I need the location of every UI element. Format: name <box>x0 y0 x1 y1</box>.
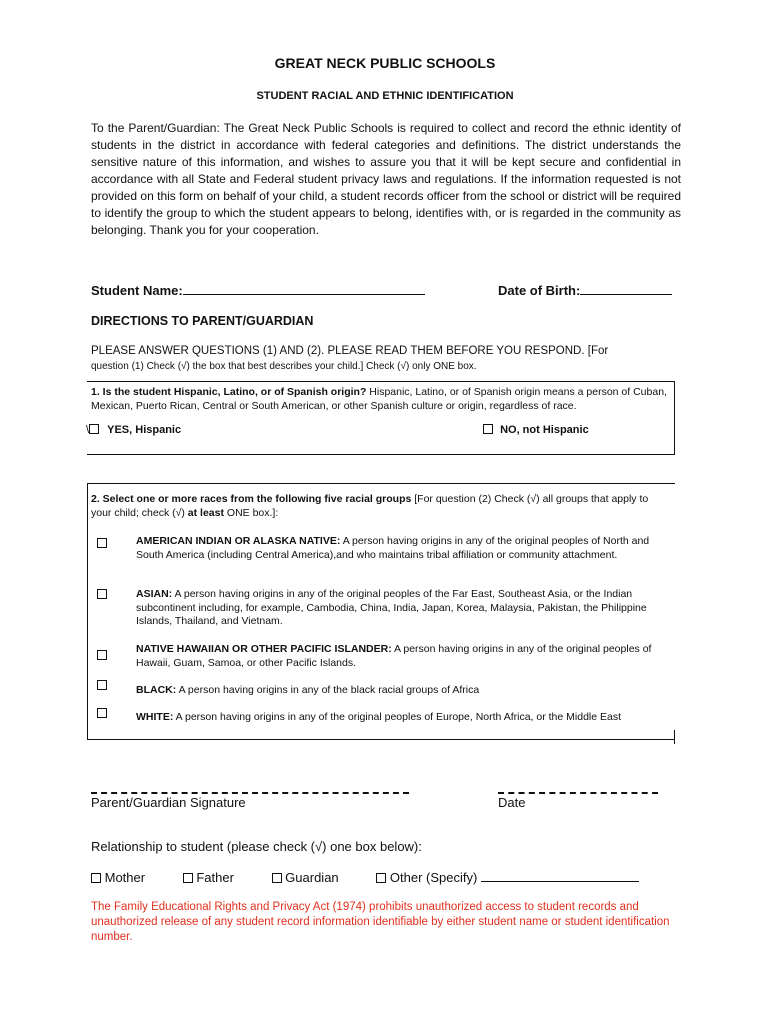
race-description: A person having origins in any of the original peoples of Hawaii, Guam, Samoa, or other Pacific Islands. <box>136 643 652 669</box>
mother-checkbox[interactable] <box>91 873 101 883</box>
guardian-label: Guardian <box>285 870 339 885</box>
race-description: A person having origins in any of the original peoples of the Far East, Southeast Asia, or the Indian subcontinent including, for example, Cambodia, China, India, Japan, Korea, Malaysia, Pakistan, the Philippine Islands, Thailand, and Vietnam. <box>136 588 647 627</box>
race-description: A person having origins in any of the original peoples of North and South America (including Central America),and who maintains tribal affiliation or community attachment. <box>136 535 650 561</box>
relationship-prompt: Relationship to student (please check (√) one box below): <box>91 839 422 854</box>
relationship-option-other <box>376 870 639 885</box>
race-name: ASIAN: <box>136 588 173 600</box>
question-1-description: Hispanic, Latino, or of Spanish origin means a person of Cuban, Mexican, Puerto Rican, Central or South American, or other Spanish culture or origin, regardless of race. <box>91 386 667 412</box>
white-checkbox[interactable] <box>97 708 107 718</box>
question-2-title: 2. Select one or more races from the following five racial groups <box>91 493 412 505</box>
dob-field[interactable] <box>580 283 672 295</box>
race-name: NATIVE HAWAIIAN OR OTHER PACIFIC ISLANDER: <box>136 643 392 655</box>
signature-field[interactable] <box>91 792 409 794</box>
question-1-title: 1. Is the student Hispanic, Latino, or of Spanish origin? <box>91 386 367 398</box>
yes-hispanic-checkbox[interactable] <box>89 424 99 434</box>
race-asian <box>136 588 672 629</box>
race-native-hawaiian <box>136 643 672 670</box>
box-corner-mark <box>674 730 675 744</box>
directions-line-2: question (1) Check (√) the box that best describes your child.] Check (√) only ONE box. <box>91 361 477 372</box>
student-name-label: Student Name: <box>91 283 183 298</box>
student-name-row <box>91 282 425 300</box>
relationship-option-father <box>183 870 234 885</box>
no-hispanic-label: NO, not Hispanic <box>500 424 589 436</box>
no-hispanic-checkbox[interactable] <box>483 424 493 434</box>
race-american-indian <box>136 535 672 562</box>
form-subtitle: STUDENT RACIAL AND ETHNIC IDENTIFICATION <box>256 90 514 102</box>
race-name: WHITE: <box>136 711 174 723</box>
signature-label: Parent/Guardian Signature <box>91 795 246 810</box>
relationship-option-mother <box>91 870 145 885</box>
black-checkbox[interactable] <box>97 680 107 690</box>
check-mark-icon: \ <box>86 424 90 436</box>
question-2-emphasis: at least <box>187 507 224 519</box>
question-2-instruction: [For question (2) Check (√) all groups that apply to your child; check (√) <box>91 493 649 519</box>
father-label: Father <box>196 870 234 885</box>
other-specify-field[interactable] <box>481 870 639 882</box>
native-hawaiian-checkbox[interactable] <box>97 650 107 660</box>
directions-line-1: PLEASE ANSWER QUESTIONS (1) AND (2). PLEASE READ THEM BEFORE YOU RESPOND. [For <box>91 345 609 357</box>
question-1-text <box>91 385 675 413</box>
race-name: BLACK: <box>136 684 177 696</box>
intro-paragraph: To the Parent/Guardian: The Great Neck Public Schools is required to collect and record the ethnic identity of students in the district in accordance with federal categories and definitions. The district understands the sensitive nature of this information, and wishes to assure you that it will be kept secure and confidential in accordance with all State and Federal student privacy laws and regulations. If the information requested is not provided on this form on behalf of your child, a student records officer from the school or district will be required to identify the group to which the student appears to belong, identifies with, or is regarded in the community as belonging. Thank you for your cooperation. <box>91 121 681 237</box>
other-label: Other (Specify) <box>389 870 478 885</box>
no-hispanic-option <box>483 424 589 436</box>
guardian-checkbox[interactable] <box>272 873 282 883</box>
dob-row <box>498 282 672 300</box>
asian-checkbox[interactable] <box>97 589 107 599</box>
directions-text <box>91 344 691 374</box>
race-description: A person having origins in any of the black racial groups of Africa <box>176 684 480 696</box>
signature-date-field[interactable] <box>498 792 658 794</box>
directions-title: DIRECTIONS TO PARENT/GUARDIAN <box>91 314 314 328</box>
page-title: GREAT NECK PUBLIC SCHOOLS <box>274 55 496 71</box>
yes-hispanic-option <box>86 424 181 436</box>
dob-label: Date of Birth: <box>498 283 581 298</box>
father-checkbox[interactable] <box>183 873 193 883</box>
question-2-text <box>91 492 671 520</box>
signature-date-label: Date <box>498 795 526 810</box>
relationship-options <box>91 870 639 885</box>
race-black <box>136 684 672 698</box>
student-name-field[interactable] <box>183 283 425 295</box>
other-checkbox[interactable] <box>376 873 386 883</box>
race-white <box>136 711 672 725</box>
yes-hispanic-label: YES, Hispanic <box>107 424 182 436</box>
ferpa-notice: The Family Educational Rights and Privacy Act (1974) prohibits unauthorized access to student records and unauthorized release of any student record information identifiable by either student name or student identification number. <box>91 901 670 943</box>
mother-label: Mother <box>104 870 146 885</box>
race-name: AMERICAN INDIAN OR ALASKA NATIVE: <box>136 535 341 547</box>
american-indian-checkbox[interactable] <box>97 538 107 548</box>
relationship-option-guardian <box>272 870 339 885</box>
question-2-instruction-end: ONE box.]: <box>223 507 279 519</box>
race-description: A person having origins in any of the original peoples of Europe, North Africa, or the Middle East <box>173 711 622 723</box>
